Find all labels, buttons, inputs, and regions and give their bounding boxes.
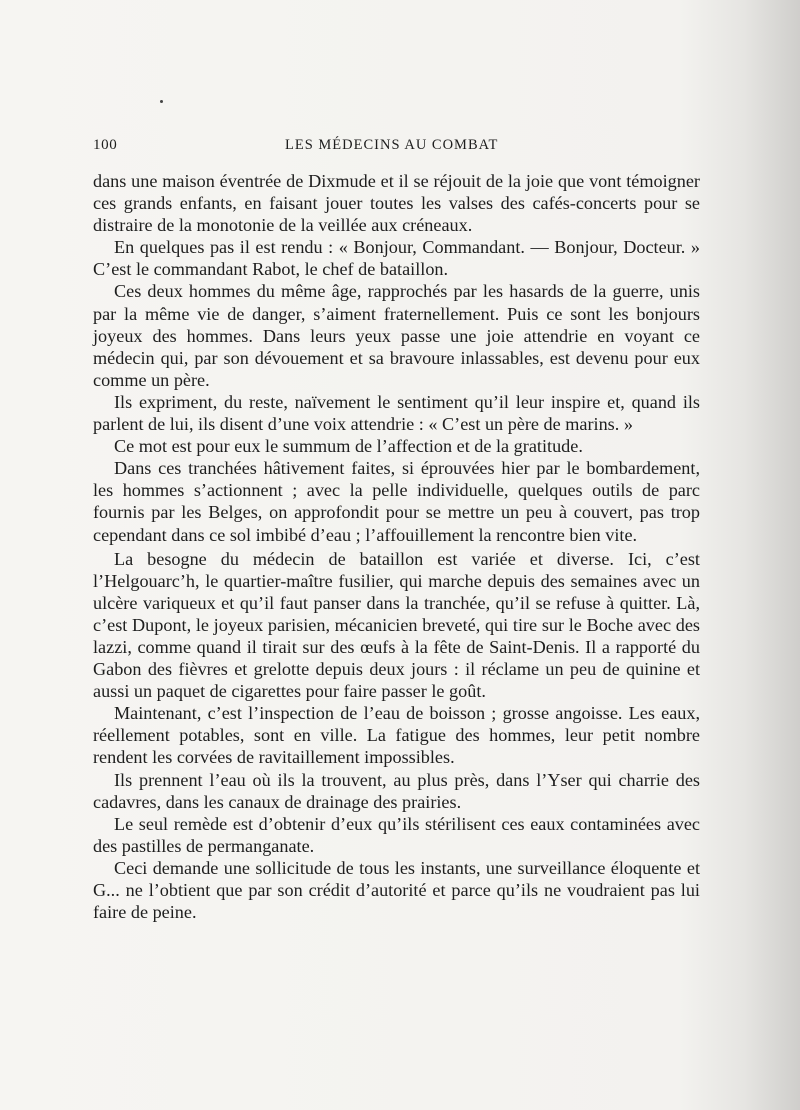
page-number: 100 — [93, 137, 118, 153]
paragraph: En quelques pas il est rendu : « Bonjour, Commandant. — Bonjour, Docteur. » C’est le commandant Rabot, le chef de bataillon. — [93, 237, 700, 280]
paragraph: Dans ces tranchées hâtivement faites, si éprouvées hier par le bombardement, les hommes s’actionnent ; avec la pelle individuelle, quelques outils de parc fournis par les Belges, on approfondit pour se mettre un peu à couvert, pas trop cependant dans ce sol imbibé d’eau ; l’affouillement la rencontre bien vite. — [93, 458, 700, 545]
paragraph: Maintenant, c’est l’inspection de l’eau de boisson ; grosse angoisse. Les eaux, réellement potables, sont en ville. La fatigue des hommes, leur petit nombre rendent les corvées de ravitaillement impossibles. — [93, 703, 700, 768]
paragraph: Ils expriment, du reste, naïvement le sentiment qu’il leur inspire et, quand ils parlent de lui, ils disent d’une voix attendrie : « C’est un père de marins. » — [93, 391, 700, 435]
paragraph: Ceci demande une sollicitude de tous les instants, une surveillance éloquente et G... ne l’obtient que par son crédit d’autorité et parce qu’ils ne voudraient pas lui faire de peine. — [93, 857, 700, 923]
running-title: LES MÉDECINS AU COMBAT — [285, 137, 499, 153]
ink-speck — [160, 100, 163, 103]
paragraph: Ce mot est pour eux le summum de l’affection et de la gratitude. — [114, 436, 583, 457]
paragraph: La besogne du médecin de bataillon est variée et diverse. Ici, c’est l’Helgouarc’h, le quartier-maître fusilier, qui marche depuis des semaines avec un ulcère variqueux et qu’il faut panser dans la tranchée, qu’il se refuse à quitter. Là, c’est Dupont, le joyeux parisien, mécanicien breveté, qui tire sur le Boche avec des lazzi, comme quand il tirait sur des œufs à la fête de Saint-Denis. Il a rapporté du Gabon des fièvres et grelotte depuis deux jours : il réclame un peu de quinine et aussi un paquet de cigarettes pour faire passer le goût. — [93, 548, 700, 702]
page-header — [93, 137, 693, 159]
paragraph: Ces deux hommes du même âge, rapprochés par les hasards de la guerre, unis par la même vie de danger, s’aiment fraternellement. Puis ce sont les bonjours joyeux des hommes. Dans leurs yeux passe une joie attendrie en voyant ce médecin qui, par son dévouement et sa bravoure inlassables, est devenu pour eux comme un père. — [93, 281, 700, 390]
paragraph: Ils prennent l’eau où ils la trouvent, au plus près, dans l’Yser qui charrie des cadavres, dans les canaux de drainage des prairies. — [93, 769, 700, 812]
paragraph: dans une maison éventrée de Dixmude et il se réjouit de la joie que vont témoigner ces grands enfants, en faisant jouer toutes les valses des cafés-concerts pour se distraire de la monotonie de la veillée aux créneaux. — [93, 171, 700, 236]
paragraph: Le seul remède est d’obtenir d’eux qu’ils stérilisent ces eaux contaminées avec des pastilles de permanganate. — [93, 813, 700, 856]
body-text — [93, 170, 700, 923]
